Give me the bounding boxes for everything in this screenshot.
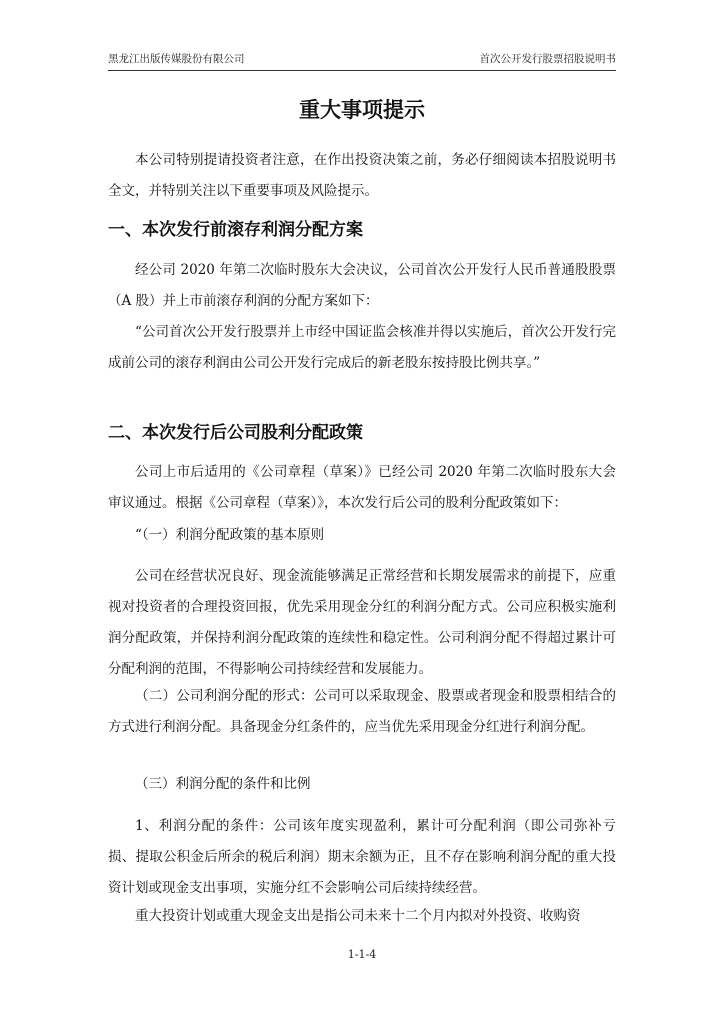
- section-1-paragraph-1: 经公司 2020 年第二次临时股东大会决议，公司首次公开发行人民币普通股股票（A 股）并上市前滚存利润的分配方案如下：: [108, 262, 616, 309]
- section-2-paragraph-principles: 公司在经营状况良好、现金流能够满足正常经营和长期发展需求的前提下，应重视对投资者的合理投资回报，优先采用现金分红的利润分配方式。公司应积极实施利润分配政策，并保持利润分配政策的连续性和稳定性。公司利润分配不得超过累计可分配利润的范围，不得影响公司持续经营和发展能力。: [108, 568, 616, 677]
- section-2-paragraph-1: 公司上市后适用的《公司章程（草案）》已经公司 2020 年第二次临时股东大会审议通过。根据《公司章程（草案）》，本次发行后公司的股利分配政策如下：: [108, 464, 616, 511]
- header-company-name: 黑龙江出版传媒股份有限公司: [108, 53, 245, 65]
- section-2-subheading-1: “（一）利润分配政策的基本原则: [135, 527, 325, 543]
- document-title: 重大事项提示: [299, 98, 425, 122]
- page-header: [108, 52, 616, 71]
- section-2-paragraph-conditions: 1、利润分配的条件：公司该年度实现盈利，累计可分配利润（即公司弥补亏损、提取公积金后所余的税后利润）期末余额为正，且不存在影响利润分配的重大投资计划或现金支出事项，实施分红不会影响公司后续持续经营。: [108, 818, 616, 896]
- section-2-heading: 二、本次发行后公司股利分配政策: [108, 423, 363, 443]
- header-document-name: 首次公开发行股票招股说明书: [479, 53, 616, 65]
- section-1-heading: 一、本次发行前滚存利润分配方案: [108, 220, 363, 240]
- section-2-subheading-3: （三）利润分配的条件和比例: [135, 776, 311, 792]
- intro-paragraph: 本公司特别提请投资者注意，在作出投资决策之前，务必仔细阅读本招股说明书全文，并特别关注以下重要事项及风险提示。: [108, 152, 616, 199]
- section-1-quote: “公司首次公开发行股票并上市经中国证监会核准并得以实施后，首次公开发行完成前公司的滚存利润由公司公开发行完成后的新老股东按持股比例共享。”: [108, 324, 616, 371]
- section-2-paragraph-forms: （二）公司利润分配的形式：公司可以采取现金、股票或者现金和股票相结合的方式进行利润分配。具备现金分红条件的，应当优先采用现金分红进行利润分配。: [108, 688, 616, 735]
- section-2-paragraph-investment: 重大投资计划或重大现金支出是指公司未来十二个月内拟对外投资、收购资: [135, 908, 581, 924]
- page-number: 1-1-4: [347, 948, 377, 961]
